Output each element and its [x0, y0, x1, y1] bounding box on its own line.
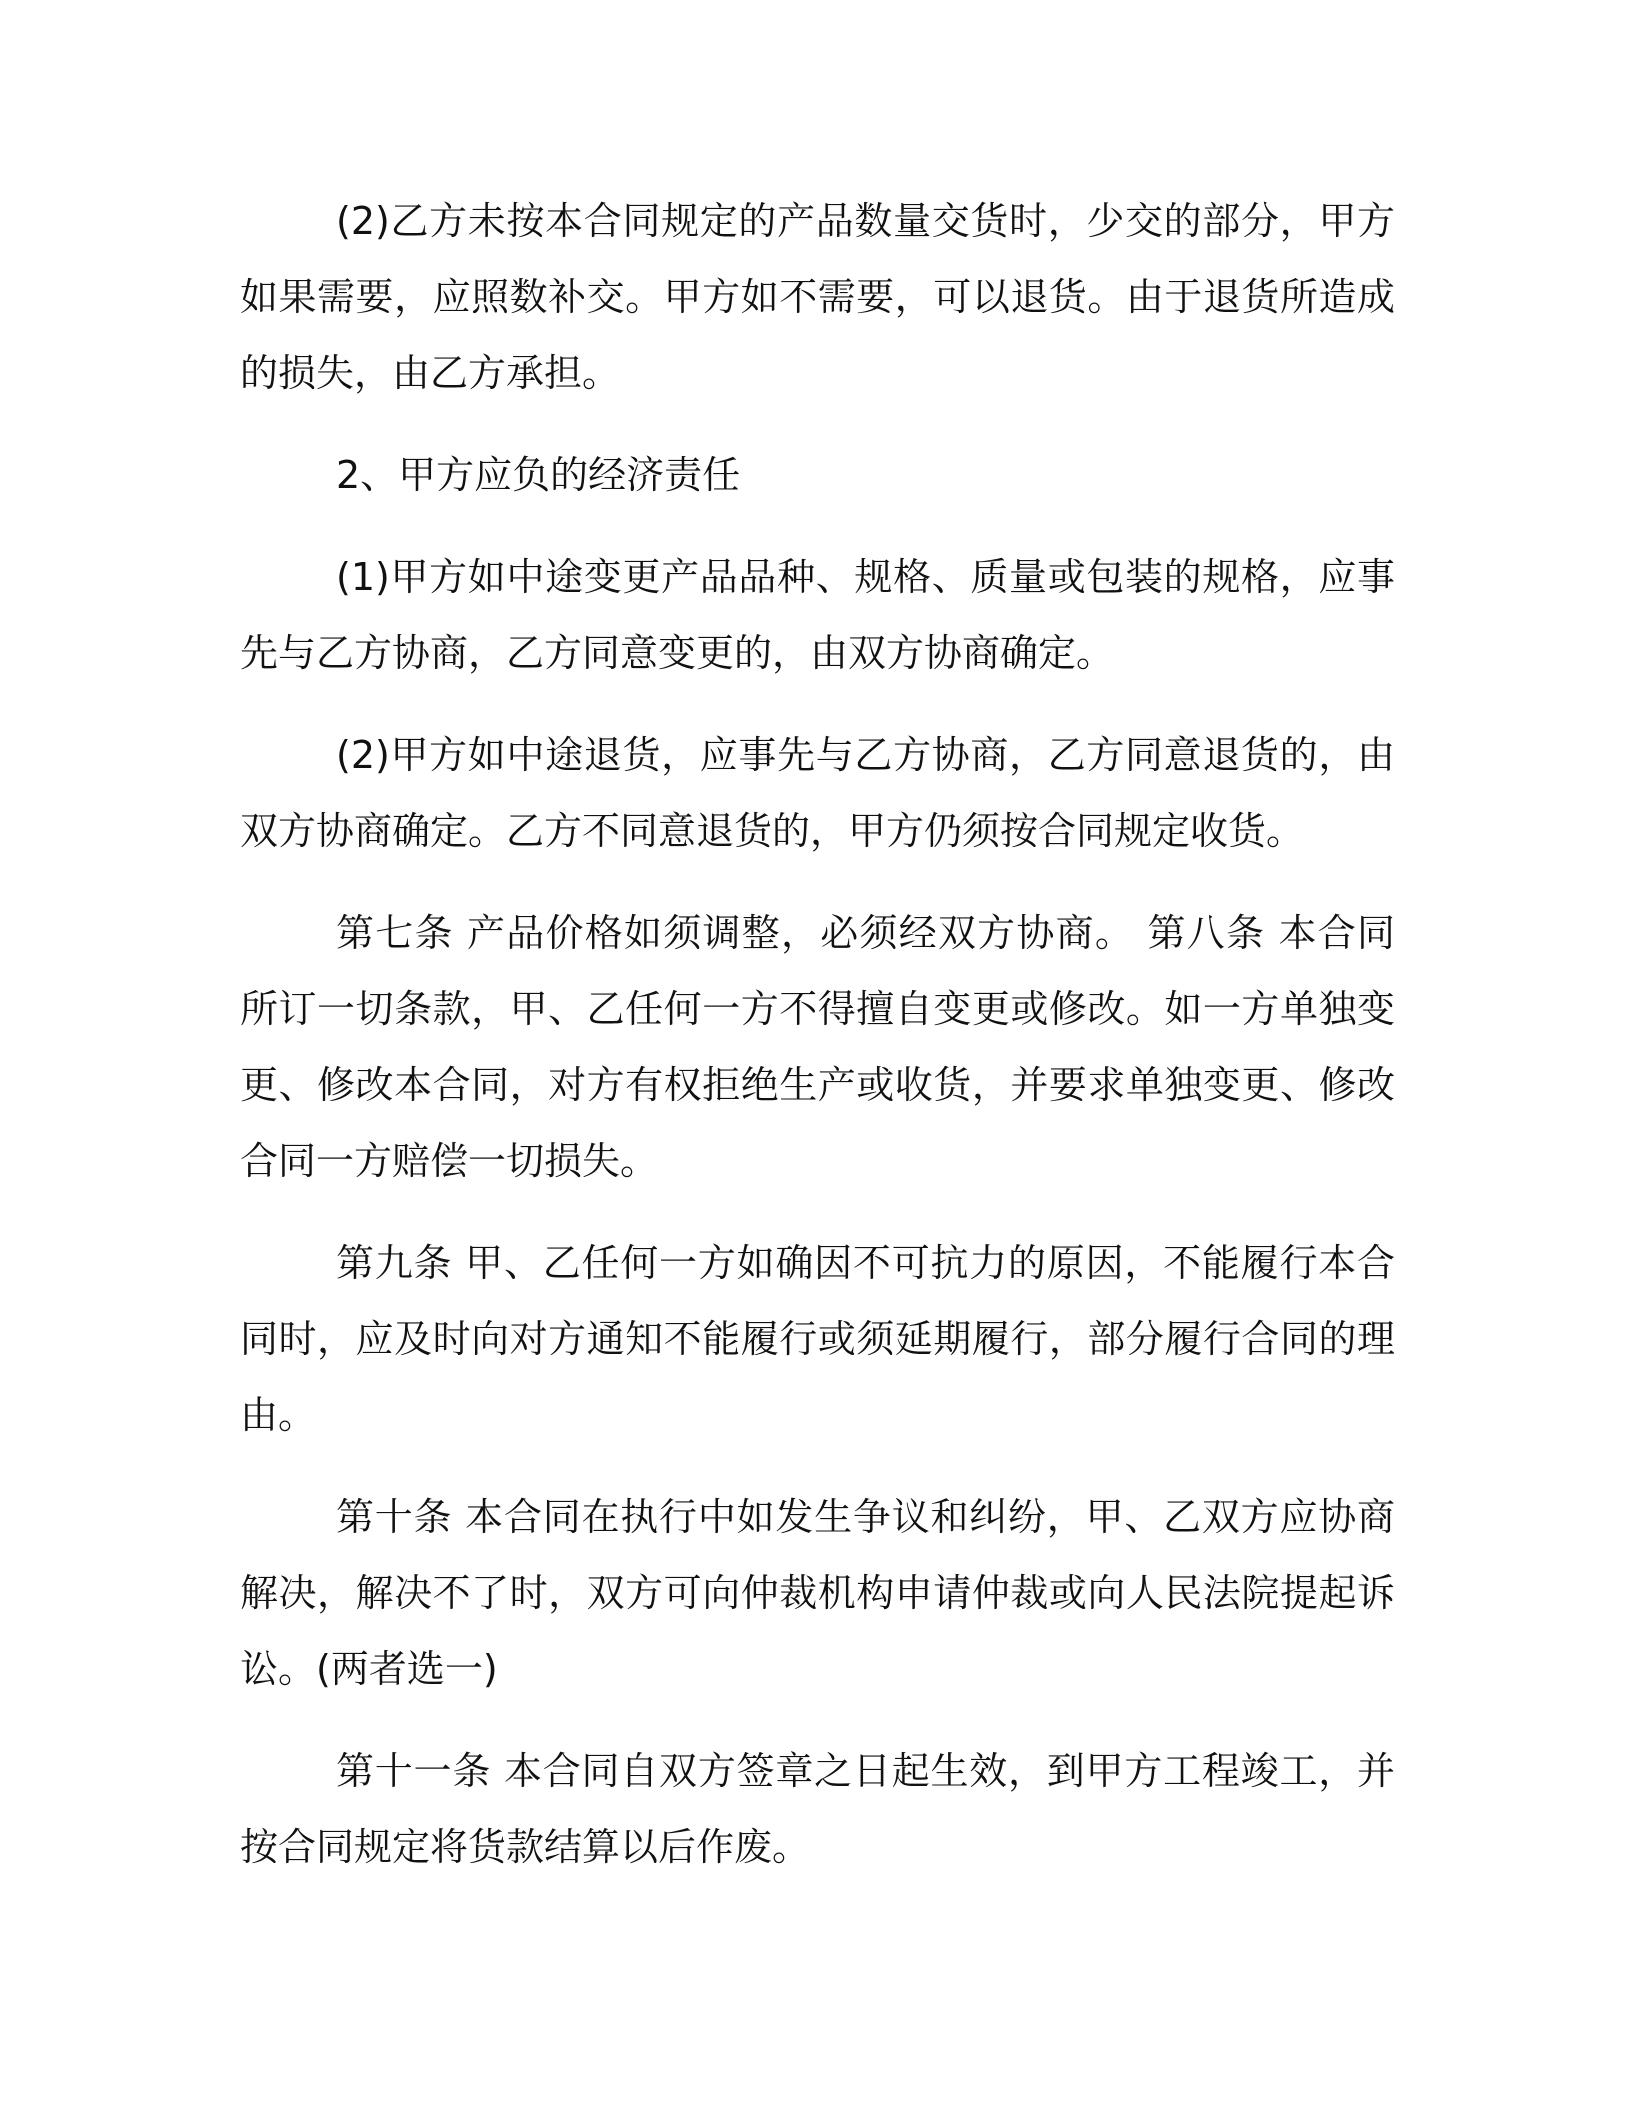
paragraph-change-specification: (1)甲方如中途变更产品品种、规格、质量或包装的规格，应事先与乙方协商，乙方同意变更的，由双方协商确定。 [240, 555, 1395, 675]
paragraph-article-11: 第十一条 本合同自双方签章之日起生效，到甲方工程竣工，并按合同规定将货款结算以后作废。 [240, 1749, 1395, 1869]
document-body [240, 183, 1395, 1911]
paragraph-article-10: 第十条 本合同在执行中如发生争议和纠纷，甲、乙双方应协商解决，解决不了时，双方可向仲裁机构申请仲裁或向人民法院提起诉讼。(两者选一) [240, 1495, 1395, 1691]
paragraph-shortfall-delivery: (2)乙方未按本合同规定的产品数量交货时，少交的部分，甲方如果需要，应照数补交。甲方如不需要，可以退货。由于退货所造成的损失，由乙方承担。 [240, 199, 1395, 395]
paragraph-article-9: 第九条 甲、乙任何一方如确因不可抗力的原因，不能履行本合同时，应及时向对方通知不能履行或须延期履行，部分履行合同的理由。 [240, 1241, 1395, 1437]
paragraph-article-7-8: 第七条 产品价格如须调整，必须经双方协商。 第八条 本合同所订一切条款，甲、乙任何一方不得擅自变更或修改。如一方单独变更、修改本合同，对方有权拒绝生产或收货，并要求单独变更、修改合同一方赔偿一切损失。 [240, 911, 1395, 1183]
paragraph-return-goods: (2)甲方如中途退货，应事先与乙方协商，乙方同意退货的，由双方协商确定。乙方不同意退货的，甲方仍须按合同规定收货。 [240, 733, 1395, 853]
heading-party-a-liability: 2、甲方应负的经济责任 [336, 453, 741, 497]
